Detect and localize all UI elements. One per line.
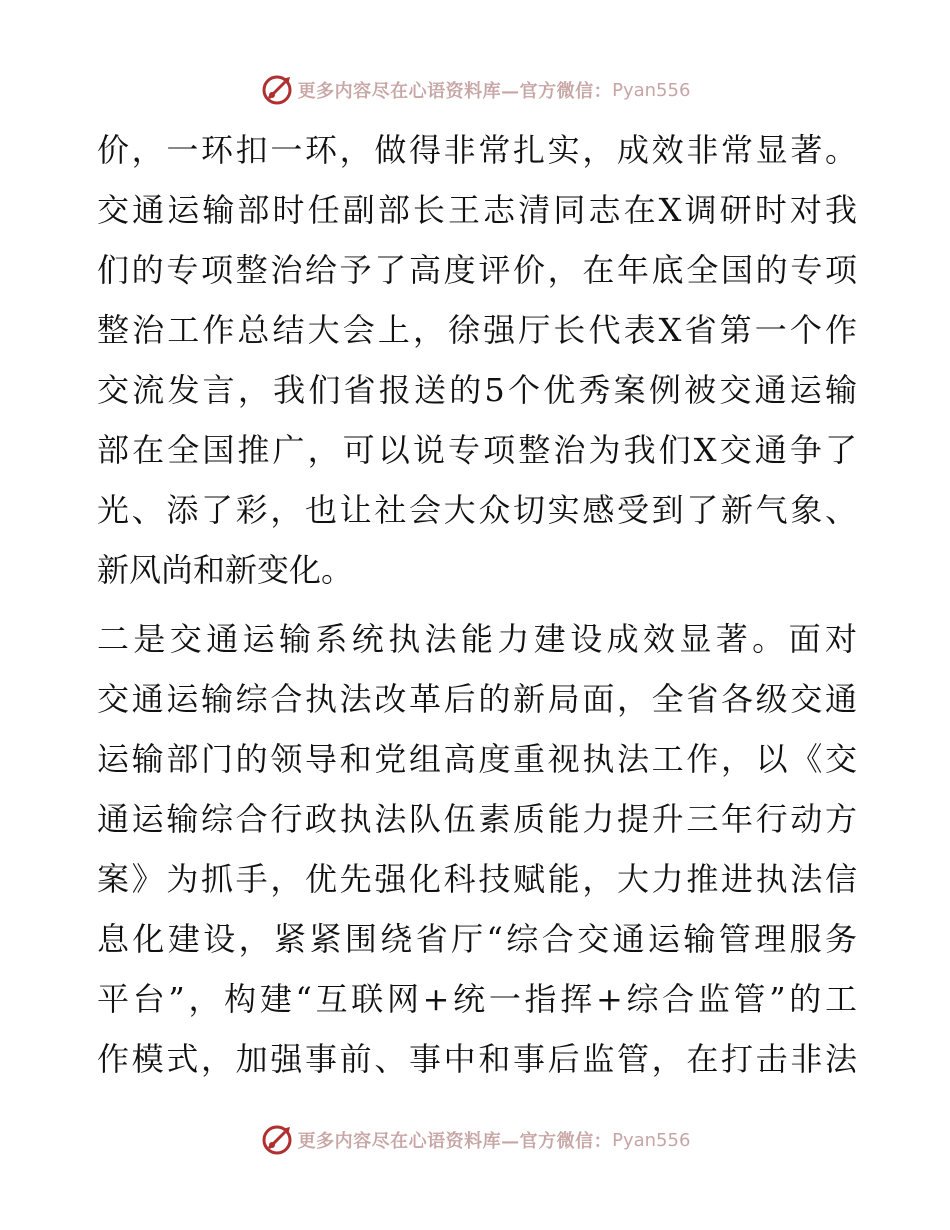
text-line: 作模式，加强事前、事中和事后监管，在打击非法	[97, 1040, 857, 1078]
text-line: 通运输综合行政执法队伍素质能力提升三年行动方	[97, 800, 857, 838]
wechat-id: Pyan556	[612, 1129, 691, 1151]
text-line: 新风尚和新变化。	[97, 551, 354, 589]
text-line: 整治工作总结大会上，徐强厅长代表X省第一个作	[97, 311, 857, 349]
paragraph-gap	[97, 600, 857, 609]
text-line: 案》为抓手，优先强化科技赋能，大力推进执法信	[97, 860, 857, 898]
header-watermark-banner	[0, 70, 950, 110]
text-line: 平台”，构建“互联网+统一指挥+综合监管”的工	[97, 980, 857, 1018]
wechat-id: Pyan556	[612, 79, 691, 101]
document-body	[97, 120, 857, 1089]
text-line: 交通运输综合执法改革后的新局面，全省各级交通	[97, 680, 857, 718]
text-line: 光、添了彩，也让社会大众切实感受到了新气象、	[97, 491, 857, 529]
text-line: 部在全国推广，可以说专项整治为我们X交通争了	[97, 431, 857, 469]
text-line: 交流发言，我们省报送的5个优秀案例被交通运输	[97, 371, 857, 409]
banner-text: 更多内容尽在心语资料库—官方微信：	[297, 81, 613, 102]
quill-pen-circle-icon	[260, 1123, 294, 1157]
text-line: 息化建设，紧紧围绕省厅“综合交通运输管理服务	[97, 920, 857, 958]
quill-pen-circle-icon	[260, 73, 294, 107]
paragraph-2	[97, 609, 857, 1089]
text-line: 们的专项整治给予了高度评价，在年底全国的专项	[97, 251, 857, 289]
text-line: 交通运输部时任副部长王志清同志在X调研时对我	[97, 191, 857, 229]
footer-watermark-banner	[0, 1120, 950, 1160]
text-line: 价，一环扣一环，做得非常扎实，成效非常显著。	[97, 131, 857, 169]
text-line: 二是交通运输系统执法能力建设成效显著。面对	[97, 620, 857, 658]
paragraph-1	[97, 120, 857, 600]
banner-text: 更多内容尽在心语资料库—官方微信：	[297, 1131, 613, 1152]
text-line: 运输部门的领导和党组高度重视执法工作，以《交	[97, 740, 857, 778]
